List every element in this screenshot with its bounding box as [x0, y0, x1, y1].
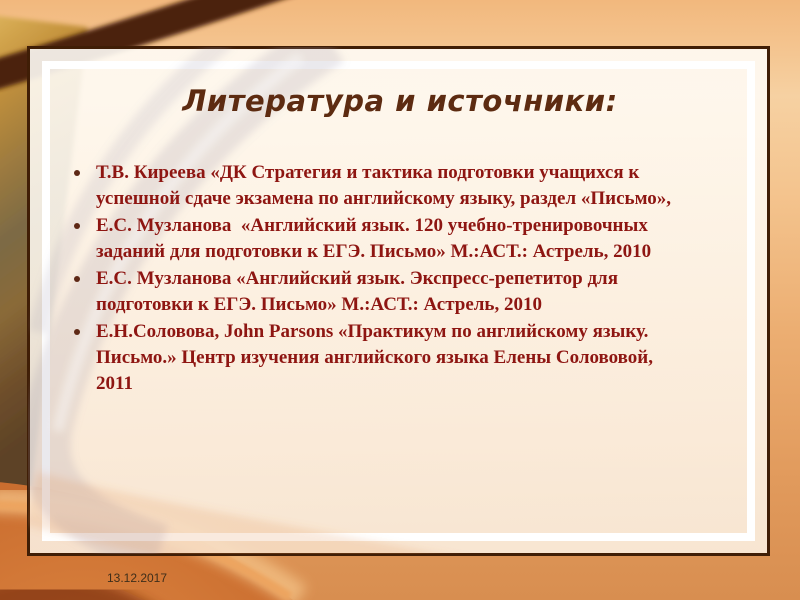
list-item: Е.Н.Соловова, John Parsons «Практикум по английскому языку. Письмо.» Центр изучения английского языка Елены Солововой, 2011 — [68, 319, 693, 397]
slide-title: Литература и источники: — [182, 84, 618, 118]
reference-list — [68, 160, 693, 398]
list-item: Е.С. Музланова «Английский язык. Экспресс-репетитор для подготовки к ЕГЭ. Письмо» М.:АСТ.: Астрель, 2010 — [68, 266, 693, 318]
list-item: Т.В. Киреева «ДК Стратегия и тактика подготовки учащихся к успешной сдаче экзамена по английскому языку, раздел «Письмо», — [68, 160, 693, 212]
date-stamp: 13.12.2017 — [106, 571, 168, 585]
list-item: Е.С. Музланова «Английский язык. 120 учебно-тренировочных заданий для подготовки к ЕГЭ. Письмо» М.:АСТ.: Астрель, 2010 — [68, 213, 693, 265]
